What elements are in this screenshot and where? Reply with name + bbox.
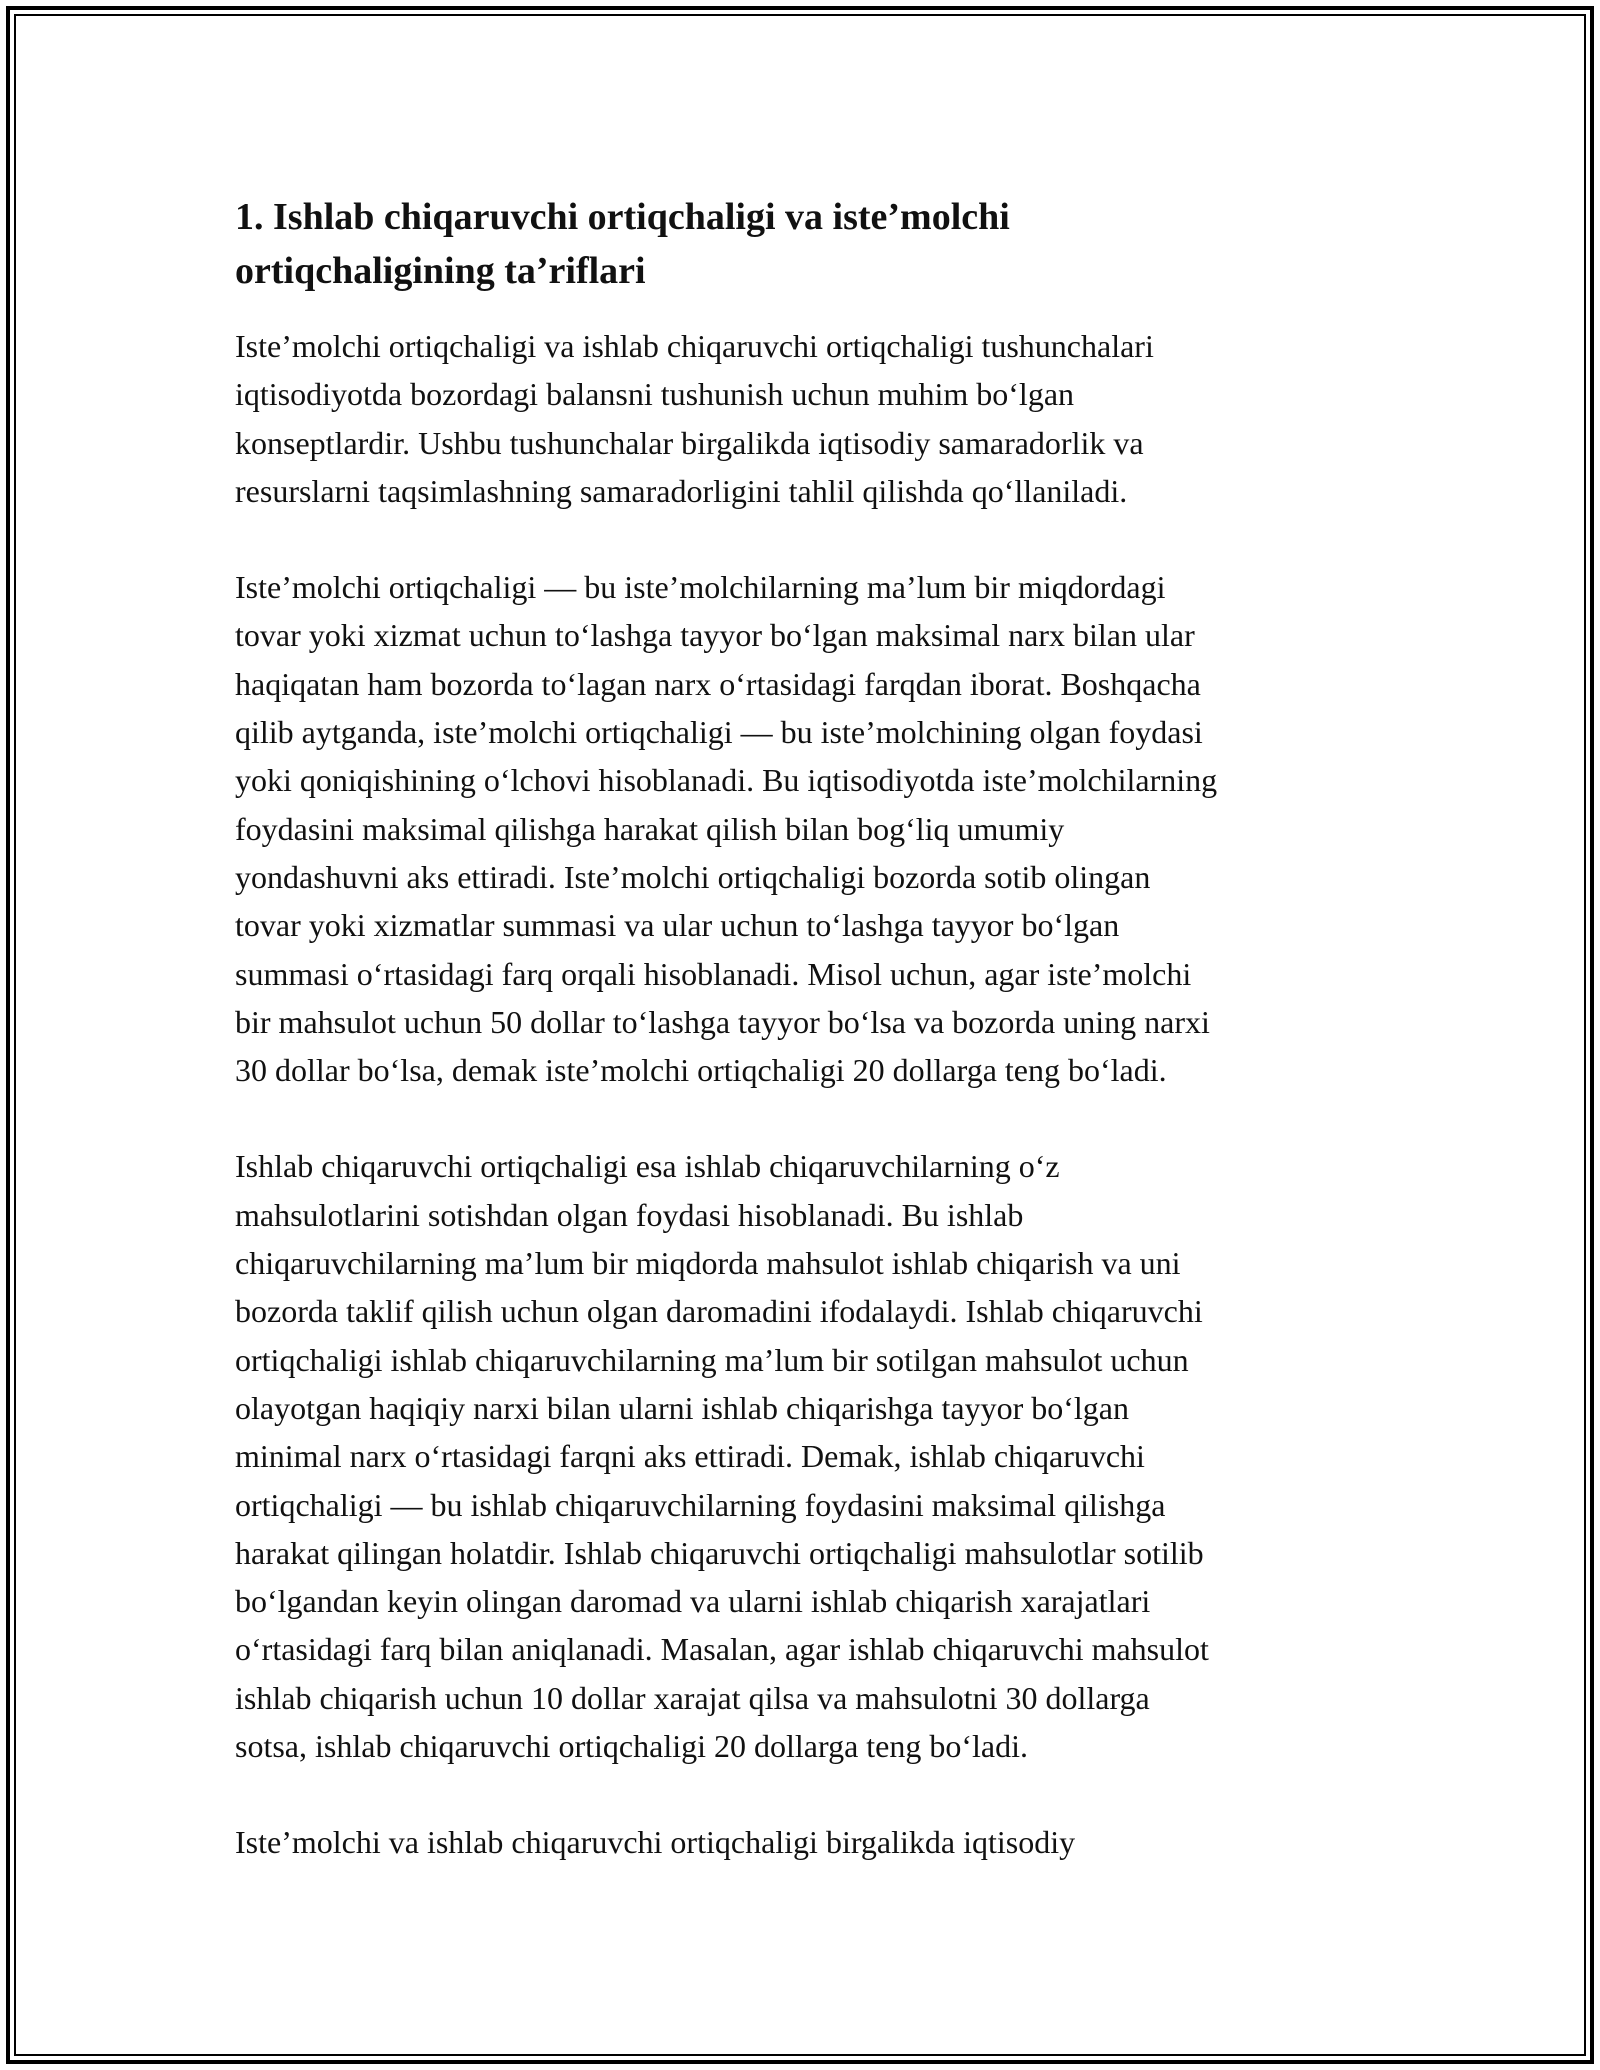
text-line: qilib aytganda, iste’molchi ortiqchaligi — bu iste’molchining olgan foydasi [235, 714, 1203, 751]
heading-line: 1. Ishlab chiqaruvchi ortiqchaligi va iste’molchi [235, 196, 1010, 238]
text-line: tovar yoki xizmat uchun to‘lashga tayyor bo‘lgan maksimal narx bilan ular [235, 617, 1195, 654]
text-line: bir mahsulot uchun 50 dollar to‘lashga tayyor bo‘lsa va bozorda uning narxi [235, 1003, 1210, 1040]
text-line: summasi o‘rtasidagi farq orqali hisoblanadi. Misol uchun, agar iste’molchi [235, 955, 1192, 992]
text-line: ortiqchaligi ishlab chiqaruvchilarning ma’lum bir sotilgan mahsulot uchun [235, 1341, 1189, 1378]
heading-line: ortiqchaligining ta’riflari [235, 250, 646, 292]
text-line: Iste’molchi ortiqchaligi — bu iste’molchilarning ma’lum bir miqdordagi [235, 569, 1166, 606]
text-line: o‘rtasidagi farq bilan aniqlanadi. Masalan, agar ishlab chiqaruvchi mahsulot [235, 1631, 1209, 1668]
text-line: tovar yoki xizmatlar summasi va ular uchun to‘lashga tayyor bo‘lgan [235, 907, 1120, 944]
text-line: yoki qoniqishining o‘lchovi hisoblanadi. Bu iqtisodiyotda iste’molchilarning [235, 762, 1218, 799]
text-line: ishlab chiqarish uchun 10 dollar xarajat qilsa va mahsulotni 30 dollarga [235, 1679, 1150, 1716]
text-line: ortiqchaligi — bu ishlab chiqaruvchilarning foydasini maksimal qilishga [235, 1486, 1166, 1523]
text-line: Ishlab chiqaruvchi ortiqchaligi esa ishlab chiqaruvchilarning o‘z [235, 1148, 1060, 1185]
text-line: olayotgan haqiqiy narxi bilan ularni ishlab chiqarishga tayyor bo‘lgan [235, 1389, 1129, 1426]
paragraph-2 [235, 563, 1370, 1094]
text-line: harakat qilingan holatdir. Ishlab chiqaruvchi ortiqchaligi mahsulotlar sotilib [235, 1534, 1204, 1571]
text-line: bo‘lgandan keyin olingan daromad va ularni ishlab chiqarish xarajatlari [235, 1583, 1151, 1620]
section-heading [235, 190, 1370, 298]
text-line: sotsa, ishlab chiqaruvchi ortiqchaligi 20 dollarga teng bo‘ladi. [235, 1728, 1028, 1765]
text-line: bozorda taklif qilish uchun olgan daromadini ifodalaydi. Ishlab chiqaruvchi [235, 1293, 1203, 1330]
text-line: minimal narx o‘rtasidagi farqni aks ettiradi. Demak, ishlab chiqaruvchi [235, 1438, 1145, 1475]
text-line: Iste’molchi va ishlab chiqaruvchi ortiqchaligi birgalikda iqtisodiy [235, 1824, 1076, 1861]
text-line: 30 dollar bo‘lsa, demak iste’molchi ortiqchaligi 20 dollarga teng bo‘ladi. [235, 1052, 1167, 1089]
paragraph-1 [235, 322, 1370, 515]
text-line: haqiqatan ham bozorda to‘lagan narx o‘rtasidagi farqdan iborat. Boshqacha [235, 665, 1201, 702]
text-line: foydasini maksimal qilishga harakat qilish bilan bog‘liq umumiy [235, 810, 1065, 847]
text-line: resurslarni taqsimlashning samaradorligini tahlil qilishda qo‘llaniladi. [235, 472, 1128, 509]
paragraph-4 [235, 1818, 1370, 1866]
document-body [235, 190, 1370, 1915]
text-line: mahsulotlarini sotishdan olgan foydasi hisoblanadi. Bu ishlab [235, 1196, 1024, 1233]
text-line: yondashuvni aks ettiradi. Iste’molchi ortiqchaligi bozorda sotib olingan [235, 858, 1151, 895]
text-line: konseptlardir. Ushbu tushunchalar birgalikda iqtisodiy samaradorlik va [235, 424, 1144, 461]
text-line: Iste’molchi ortiqchaligi va ishlab chiqaruvchi ortiqchaligi tushunchalari [235, 328, 1154, 364]
text-line: chiqaruvchilarning ma’lum bir miqdorda mahsulot ishlab chiqarish va uni [235, 1245, 1181, 1282]
text-line: iqtisodiyotda bozordagi balansni tushunish uchun muhim bo‘lgan [235, 376, 1075, 413]
paragraph-3 [235, 1142, 1370, 1770]
